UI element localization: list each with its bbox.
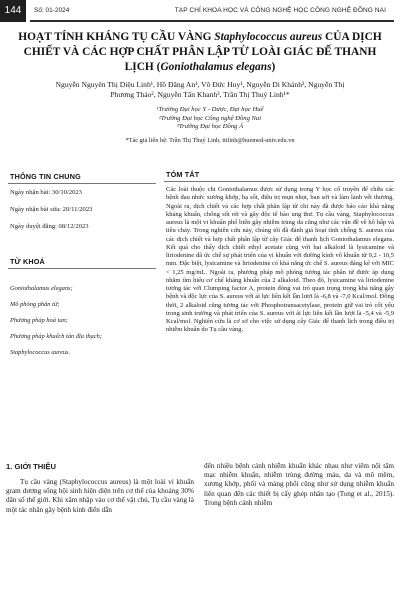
- issue-number: Số: 01-2024: [34, 7, 70, 14]
- affiliation: ³Trường Đại học Đồng Á: [176, 123, 244, 131]
- introduction-heading: 1. GIỚI THIỆU: [6, 462, 56, 471]
- keywords-heading: TỪ KHOÁ: [10, 257, 45, 266]
- journal-name: TẠP CHÍ KHOA HỌC VÀ CÔNG NGHỆ HỌC CÔNG NGHỆ ĐỒNG NAI: [174, 7, 386, 14]
- keyword: Mô phỏng phân tử;: [10, 301, 60, 308]
- accepted-date: Ngày duyệt đăng: 08/12/2023: [10, 223, 89, 230]
- keyword: Phương pháp khuếch tán đĩa thạch;: [10, 333, 102, 340]
- author-list: Nguyễn Nguyên Thị Diệu Linh¹, Hồ Đăng An¹, Võ Đức Huy¹, Nguyễn Di Khánh², Nguyễn Thị Phương Thảo², Nguyễn Tấn Khanh³, Trần Thị Thuý Linh¹*: [55, 80, 345, 99]
- abstract-text: Các loài thuộc chi Goniothalamus được sử dụng trong Y học cổ truyền để chữa các bệnh đau nhức xương khớp, hạ sốt, điều trị mụn nhọt, ban sởi và làm lành vết thương. Ngoài ra, dịch chiết và các hợp chất phân lập từ chi này đã được báo cáo khả năng kháng khuẩn, chống sốt rét và gây độc tế bào ung thư. Tụ cầu vàng, Staphylococcus aureus là một vi khuẩn phổ biến gây nhiễm trùng da cũng như các vấn đề về hô hấp và tiêu chảy. Trong nghiên cứu này, chúng tôi đã đánh giá hoạt tính chống S. aureus của các dịch chiết và hợp chất phân lập từ cây Giác đế thanh lịch Goniothalamus elegans. Kết quả cho thấy dịch chiết ethyl acetate cùng với hai alkaloid là lysicamine và liriodenine đã ức chế sự phát triển của vi khuẩn với đường kính vô khuẩn từ 9,2 - 10,5 mm. Đặc biệt, lysicamine và liriodenine có khả năng ức chế S. aureus đáng kể với MIC < 1,25 mg/mL. Ngoài ra, phương pháp mô phỏng tương tác phân tử được áp dụng nhằm tìm hiểu cơ chế kháng khuẩn của 2 alkaloid. Theo đó, lysicamine và liriodenine tương tác với Clumping factor A, protein đóng vai trò quan trọng trong khả năng gây bệnh và độc lực của S. aureus với ái lực liên kết lần lượt là -6,8 và -7,0 Kcal/mol. Đồng thời, 2 alkaloid cũng tương tác với Phosphotransacetylase, protein giữ vai trò cốt yếu trong sinh trưởng và phát triển của S. aureus với ái lực liên kết lần lượt là -5,4 và -5,9 Kcal/mol. Nghiên cứu là cơ sở cho việc sử dụng cây Giác đế thanh lịch trong điều trị nhiễm khuẩn do Tụ cầu vàng.: [166, 186, 394, 334]
- intro-left-column: Tụ cầu vàng (Staphylococcus aureus) là một loài vi khuẩn gram dương sống hội sinh hiện diện trên cơ thể của khoảng 30% dân số thế giới. Khi xâm nhập vào cơ thể vật chủ, Tụ cầu vàng là một tác nhân gây bệnh kinh điển dẫn: [6, 478, 194, 514]
- keyword: Goniothalamus elegans;: [10, 285, 73, 292]
- divider: [8, 183, 156, 184]
- divider: [8, 268, 156, 269]
- keyword: Staphylococcus aureus.: [10, 349, 71, 356]
- corresponding-author: *Tác giả liên hệ: Trần Thị Thuý Linh, tttlinh@huemed-univ.edu.vn: [125, 137, 295, 144]
- divider: [164, 181, 394, 182]
- received-date: Ngày nhận bài: 30/10/2023: [10, 189, 82, 196]
- info-heading: THÔNG TIN CHUNG: [10, 172, 81, 181]
- page-number: 144: [0, 0, 26, 22]
- affiliation: ¹Trường Đại học Y - Dược, Đại học Huế: [156, 106, 264, 113]
- keyword: Phương pháp hoá tan;: [10, 317, 68, 324]
- affiliation: ²Trường Đại học Công nghệ Đồng Nai: [158, 114, 262, 122]
- header-rule: [30, 20, 394, 22]
- affiliations: [60, 106, 360, 132]
- abstract-heading: TÓM TẮT: [166, 170, 200, 179]
- intro-right-column: đến nhiều bệnh cảnh nhiễm khuẩn khác nhau như viêm nội tâm mạc nhiễm khuẩn, nhiễm trùng đường máu, da và mô mềm, xương khớp, phổi và màng phổi cũng như sử dụng nhiễm khuẩn liên quan đến các thiết bị cấy ghép nhân tạo (Tong et al., 2015). Trong bệnh cảnh nhiễm: [204, 462, 394, 507]
- article-title: HOẠT TÍNH KHÁNG TỤ CẦU VÀNG Staphylococcus aureus CỦA DỊCH CHIẾT VÀ CÁC HỢP CHẤT PHÂN LẬP TỪ LOÀI GIÁC ĐẾ THANH LỊCH (Goniothalamus elegans): [18, 31, 382, 73]
- revised-date: Ngày nhận bài sửa: 20/11/2023: [10, 206, 93, 213]
